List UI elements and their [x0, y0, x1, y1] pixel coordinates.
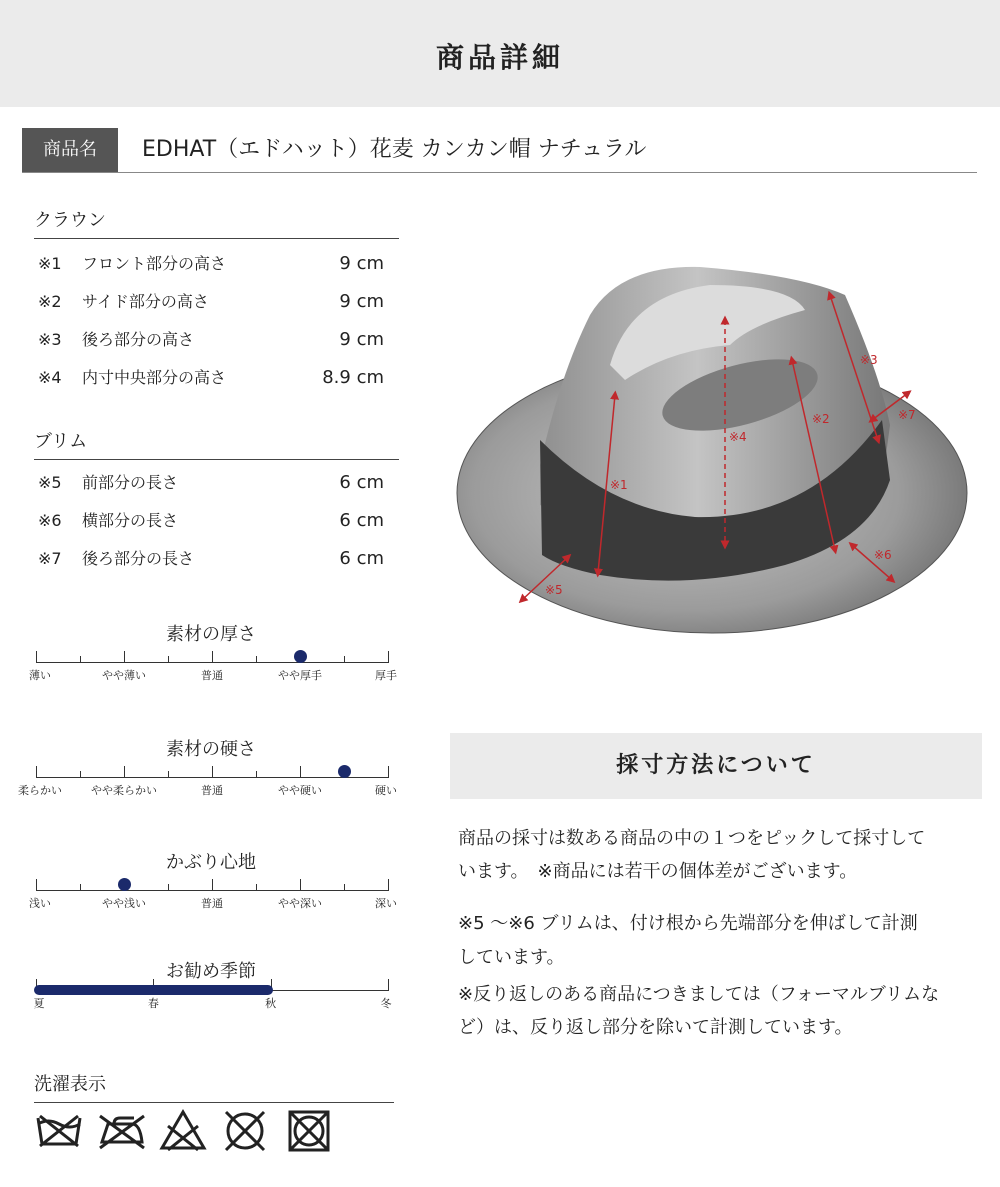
- scale-label: 普通: [201, 897, 223, 910]
- care-icons: [34, 1108, 354, 1154]
- scale-label: やや薄い: [102, 669, 146, 682]
- scale-label: 普通: [201, 669, 223, 682]
- product-name-value: EDHAT（エドハット）花麦 カンカン帽 ナチュラル: [142, 137, 647, 162]
- scale-tick: [80, 656, 81, 663]
- scale-label: 厚手: [375, 669, 397, 682]
- crown-section-title: クラウン: [34, 206, 399, 239]
- season-title: お勧め季節: [166, 961, 256, 982]
- page-title: 商品詳細: [435, 41, 564, 74]
- no-wash-icon: [38, 1116, 80, 1146]
- scale-label: やや硬い: [278, 784, 322, 797]
- scale-label: 浅い: [29, 897, 51, 910]
- row-value: 6 cm: [339, 510, 384, 531]
- scale-tick: [168, 656, 169, 663]
- scale-title: 素材の厚さ: [166, 624, 256, 645]
- scale-tick: [124, 651, 125, 663]
- scale-tick: [344, 884, 345, 891]
- hat-diagram: [450, 255, 980, 635]
- product-name-row: [22, 128, 977, 173]
- scale-label: やや柔らかい: [91, 784, 157, 797]
- row-label: 横部分の長さ: [82, 511, 179, 530]
- no-bleach-icon: [162, 1112, 204, 1150]
- row-number: ※5: [38, 473, 62, 492]
- row-number: ※2: [38, 292, 62, 311]
- scale-tick: [36, 879, 37, 891]
- season-label: 夏: [33, 997, 45, 1010]
- scale-tick: [388, 651, 389, 663]
- row-number: ※3: [38, 330, 62, 349]
- method-title: 採寸方法について: [616, 753, 816, 778]
- method-text: います。 ※商品には若干の個体差がございます。: [458, 861, 858, 882]
- row-label: 前部分の長さ: [82, 473, 179, 492]
- scale-level-dot: [294, 650, 307, 663]
- no-iron-icon: [100, 1116, 144, 1148]
- row-number: ※7: [38, 549, 62, 568]
- row-value: 8.9 cm: [322, 367, 384, 388]
- scale-label: 普通: [201, 784, 223, 797]
- method-text: しています。: [458, 947, 565, 968]
- brim-row: [38, 509, 384, 533]
- season-label: 冬: [380, 997, 392, 1010]
- scale-tick: [388, 766, 389, 778]
- row-label: サイド部分の高さ: [82, 292, 209, 311]
- scale-tick: [256, 771, 257, 778]
- scale-level-dot: [338, 765, 351, 778]
- row-label: 後ろ部分の長さ: [82, 549, 195, 568]
- scale-title: 素材の硬さ: [166, 739, 256, 760]
- scale-tick: [36, 766, 37, 778]
- care-label-title: 洗濯表示: [34, 1070, 394, 1103]
- method-text: ※5 ～※6 ブリムは、付け根から先端部分を伸ばして計測: [458, 913, 918, 934]
- row-value: 6 cm: [339, 472, 384, 493]
- no-tumble-dry-icon: [226, 1112, 264, 1150]
- scale-label: やや深い: [278, 897, 322, 910]
- season-range-bar: [34, 985, 273, 995]
- scale-tick: [256, 656, 257, 663]
- marker-label-7: ※7: [898, 408, 916, 422]
- brim-row: [38, 471, 384, 495]
- scale-tick: [256, 884, 257, 891]
- scale-label: 柔らかい: [18, 784, 62, 797]
- row-label: 後ろ部分の高さ: [82, 330, 195, 349]
- scale-tick: [212, 651, 213, 663]
- scale-label: やや厚手: [278, 669, 322, 682]
- row-number: ※4: [38, 368, 62, 387]
- scale-tick: [212, 879, 213, 891]
- method-header: [450, 733, 982, 799]
- row-value: 6 cm: [339, 548, 384, 569]
- brim-section-title: ブリム: [34, 427, 399, 460]
- row-value: 9 cm: [339, 329, 384, 350]
- scale-tick: [388, 879, 389, 891]
- marker-label-5: ※5: [545, 583, 563, 597]
- method-text: ど）は、反り返し部分を除いて計測しています。: [458, 1017, 853, 1038]
- scale-label: 深い: [375, 897, 397, 910]
- scale-label: 薄い: [29, 669, 51, 682]
- scale-label: 硬い: [375, 784, 397, 797]
- marker-label-6: ※6: [874, 548, 892, 562]
- row-label: フロント部分の高さ: [82, 254, 227, 273]
- method-text: 商品の採寸は数ある商品の中の１つをピックして採寸して: [458, 828, 926, 849]
- marker-label-4: ※4: [729, 430, 747, 444]
- scale-label: やや浅い: [102, 897, 146, 910]
- scale-tick: [36, 651, 37, 663]
- marker-label-3: ※3: [860, 353, 878, 367]
- row-value: 9 cm: [339, 291, 384, 312]
- crown-row: [38, 252, 384, 276]
- season-tick: [388, 979, 389, 991]
- crown-row: [38, 366, 384, 390]
- season-label: 春: [147, 997, 159, 1010]
- scale-tick: [300, 879, 301, 891]
- marker-label-2: ※2: [812, 412, 830, 426]
- method-text: ※反り返しのある商品につきましては（フォーマルブリムな: [458, 984, 940, 1005]
- scale-tick: [344, 656, 345, 663]
- crown-row: [38, 290, 384, 314]
- row-label: 内寸中央部分の高さ: [82, 368, 227, 387]
- row-number: ※1: [38, 254, 62, 273]
- scale-tick: [300, 766, 301, 778]
- page-header: [0, 0, 1000, 107]
- scale-tick: [124, 766, 125, 778]
- no-dry-clean-icon: [290, 1112, 328, 1150]
- product-name-label: 商品名: [22, 128, 118, 172]
- scale-tick: [212, 766, 213, 778]
- season-label: 秋: [265, 997, 277, 1010]
- brim-row: [38, 547, 384, 571]
- row-value: 9 cm: [339, 253, 384, 274]
- scale-tick: [168, 771, 169, 778]
- scale-level-dot: [118, 878, 131, 891]
- scale-title: かぶり心地: [166, 852, 256, 873]
- row-number: ※6: [38, 511, 62, 530]
- scale-tick: [80, 884, 81, 891]
- scale-tick: [80, 771, 81, 778]
- crown-row: [38, 328, 384, 352]
- marker-label-1: ※1: [610, 478, 628, 492]
- scale-tick: [168, 884, 169, 891]
